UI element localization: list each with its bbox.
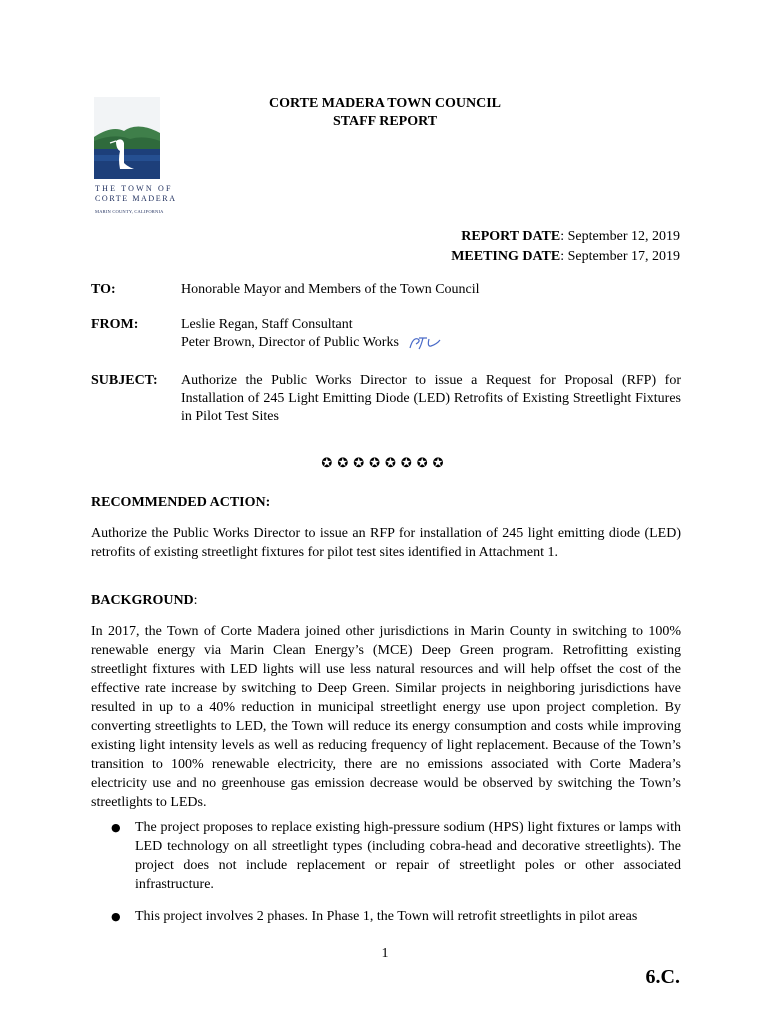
logo-line-corte-madera: CORTE MADERA <box>95 194 177 203</box>
report-type-title: STAFF REPORT <box>332 114 438 129</box>
bullet-text: The project proposes to replace existing high-pressure sodium (HPS) light fixtures or lamps with LED technology on all streetlight types (including cobra-head and decorative streetlights). The project does not include replacement or repair of streetlight poles or other associated infrastructure. <box>135 820 681 892</box>
to-value: Honorable Mayor and Members of the Town Council <box>181 282 480 297</box>
bullet-icon: ● <box>111 910 121 923</box>
from-line-1: Leslie Regan, Staff Consultant <box>181 317 353 332</box>
background-heading-colon: : <box>193 593 198 608</box>
report-date-label: REPORT DATE <box>461 229 561 244</box>
meeting-date-value: : September 17, 2019 <box>560 249 680 264</box>
bullet-icon: ● <box>111 821 121 834</box>
meeting-date-label: MEETING DATE <box>451 249 561 264</box>
logo-wordmark <box>95 184 175 214</box>
meeting-date-line <box>451 247 680 267</box>
from-label: FROM: <box>91 317 139 332</box>
bullet-text: This project involves 2 phases. In Phase 1, the Town will retrofit streetlights in pilot areas <box>135 909 638 924</box>
logo-line-county: MARIN COUNTY, CALIFORNIA <box>95 209 164 214</box>
recommended-action-heading: RECOMMENDED ACTION: <box>91 495 271 510</box>
background-heading-wrap <box>91 592 198 610</box>
report-date-value: : September 12, 2019 <box>560 229 680 244</box>
logo-line-town-of: THE TOWN OF <box>95 184 173 193</box>
council-title: CORTE MADERA TOWN COUNCIL <box>269 96 501 111</box>
report-date-line <box>451 227 680 247</box>
from-line-2: Peter Brown, Director of Public Works <box>181 335 399 351</box>
background-text: In 2017, the Town of Corte Madera joined other jurisdictions in Marin County in switching to 100% renewable energy via Marin Clean Energy’s (MCE) Deep Green program. Retrofitting existing streetlight fixtures with LED lights will use less natural resources and will help offset the cost of the effective rate increase by switching to Deep Green. Similar projects in neighboring jurisdictions have resulted in up to a 40% reduction in municipal streetlight energy use upon project completion. By converting streetlights to LED, the Town will reduce its energy consumption and costs while improving existing light intensity levels as well as reducing frequency of light replacement. Because of the Town’s transition to 100% renewable electricity, there are no emissions associated with Corte Madera’s electricity use and no greenhouse gas emission decrease would be observed by switching the Town’s streetlights to LEDs. <box>91 624 681 810</box>
from-value <box>181 316 681 352</box>
background-heading: BACKGROUND <box>91 593 194 608</box>
page-number: 1 <box>381 946 389 961</box>
to-label: TO: <box>91 282 116 297</box>
report-dates <box>451 227 680 267</box>
subject-value: Authorize the Public Works Director to issue a Request for Proposal (RFP) for Installation of 245 Light Emitting Diode (LED) Retrofits of Existing Streetlight Fixtures in Pilot Test Sites <box>181 373 681 424</box>
subject-label: SUBJECT: <box>91 373 158 388</box>
from-line-2-wrap <box>181 334 681 352</box>
recommended-action-text: Authorize the Public Works Director to issue an RFP for installation of 245 light emitting diode (LED) retrofits of existing streetlight fixtures for pilot test sites identified in Attachment 1. <box>91 526 681 560</box>
signature-initials-icon <box>407 334 443 352</box>
section-divider-ornament: ✪✪✪✪✪✪✪✪ <box>321 456 449 471</box>
agenda-item-code: 6.C. <box>645 966 680 988</box>
